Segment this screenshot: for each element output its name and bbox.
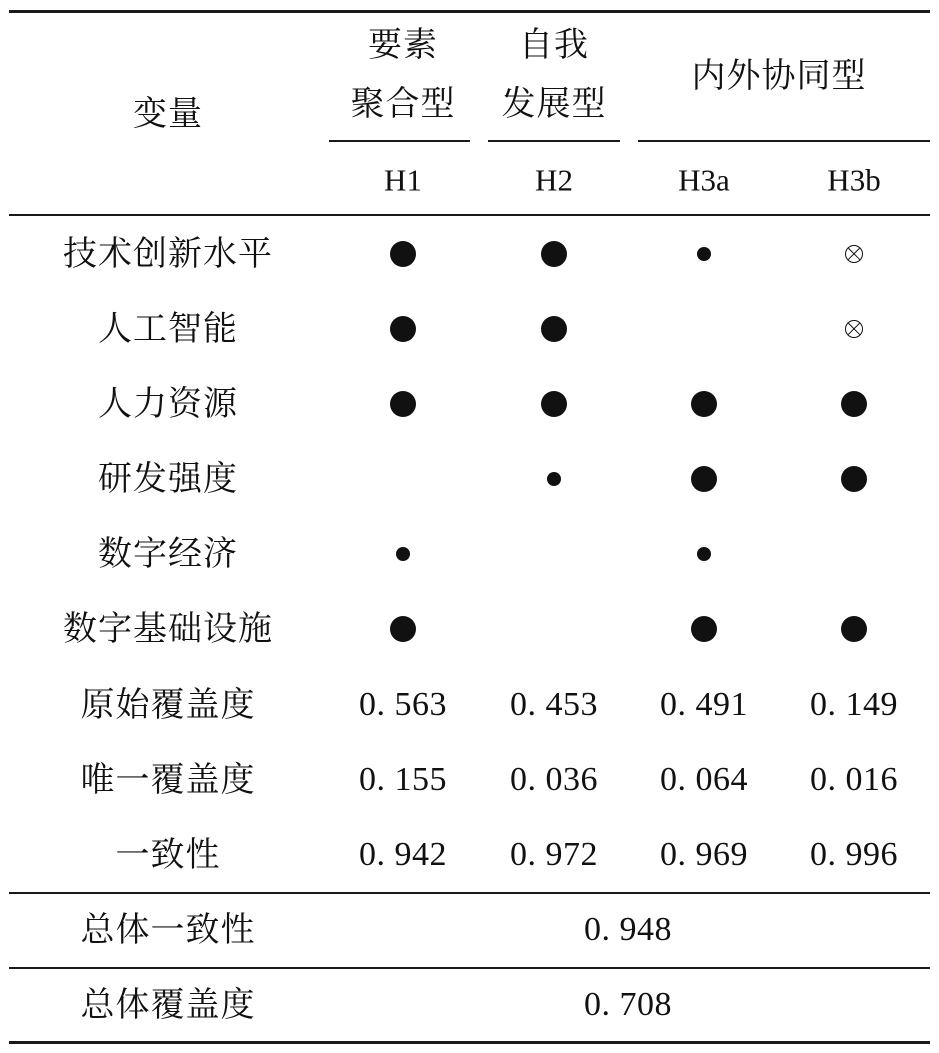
core-present-mark <box>691 466 717 492</box>
row-label-tech-innovation: 技术创新水平 <box>63 234 273 274</box>
peripheral-present-mark <box>697 247 711 261</box>
core-present-mark <box>841 466 867 492</box>
core-present-mark <box>541 241 567 267</box>
group-h1-line2: 聚合型 <box>350 84 456 124</box>
core-present-mark <box>390 616 416 642</box>
consistency-h3a: 0. 969 <box>660 836 748 873</box>
core-present-mark <box>541 391 567 417</box>
unique-coverage-h1: 0. 155 <box>359 761 447 798</box>
unique-coverage-h2: 0. 036 <box>510 761 598 798</box>
summary-rule-1 <box>9 892 930 894</box>
row-label-consistency: 一致性 <box>115 835 221 875</box>
raw-coverage-h1: 0. 563 <box>359 686 447 723</box>
peripheral-present-mark <box>396 547 410 561</box>
summary-rule-2 <box>9 967 930 969</box>
consistency-h1: 0. 942 <box>359 836 447 873</box>
peripheral-present-mark <box>697 547 711 561</box>
raw-coverage-h2: 0. 453 <box>510 686 598 723</box>
row-label-rd-intensity: 研发强度 <box>98 459 238 499</box>
bottom-rule <box>9 1041 930 1044</box>
code-h1: H1 <box>384 162 422 198</box>
code-h3b: H3b <box>827 162 881 198</box>
group-rule-h2 <box>488 140 620 142</box>
core-present-mark <box>691 616 717 642</box>
row-label-human-resources: 人力资源 <box>98 384 238 424</box>
unique-coverage-h3a: 0. 064 <box>660 761 748 798</box>
row-label-ai: 人工智能 <box>98 309 238 349</box>
core-present-mark <box>841 391 867 417</box>
row-label-raw-coverage: 原始覆盖度 <box>80 685 256 725</box>
core-present-mark <box>390 316 416 342</box>
row-label-overall-coverage: 总体覆盖度 <box>80 985 256 1025</box>
raw-coverage-h3a: 0. 491 <box>660 686 748 723</box>
group-h3-label: 内外协同型 <box>691 56 867 96</box>
absent-mark <box>845 320 863 338</box>
group-h1-line1: 要素 <box>368 25 438 65</box>
variable-header: 变量 <box>133 94 203 134</box>
top-rule <box>9 10 930 13</box>
overall-coverage-value: 0. 708 <box>584 986 672 1023</box>
absent-mark <box>845 245 863 263</box>
core-present-mark <box>390 241 416 267</box>
row-label-unique-coverage: 唯一覆盖度 <box>80 760 256 800</box>
header-rule <box>9 214 930 216</box>
row-label-digital-economy: 数字经济 <box>98 534 238 574</box>
consistency-h2: 0. 972 <box>510 836 598 873</box>
group-rule-h3 <box>638 140 930 142</box>
code-h3a: H3a <box>678 162 730 198</box>
consistency-h3b: 0. 996 <box>810 836 898 873</box>
group-rule-h1 <box>329 140 470 142</box>
core-present-mark <box>390 391 416 417</box>
raw-coverage-h3b: 0. 149 <box>810 686 898 723</box>
core-present-mark <box>541 316 567 342</box>
overall-consistency-value: 0. 948 <box>584 911 672 948</box>
row-label-overall-consistency: 总体一致性 <box>80 910 256 950</box>
unique-coverage-h3b: 0. 016 <box>810 761 898 798</box>
peripheral-present-mark <box>547 472 561 486</box>
group-h2-line1: 自我 <box>519 25 589 65</box>
core-present-mark <box>841 616 867 642</box>
group-h2-line2: 发展型 <box>501 84 607 124</box>
core-present-mark <box>691 391 717 417</box>
code-h2: H2 <box>535 162 573 198</box>
row-label-digital-infrastructure: 数字基础设施 <box>63 609 273 649</box>
